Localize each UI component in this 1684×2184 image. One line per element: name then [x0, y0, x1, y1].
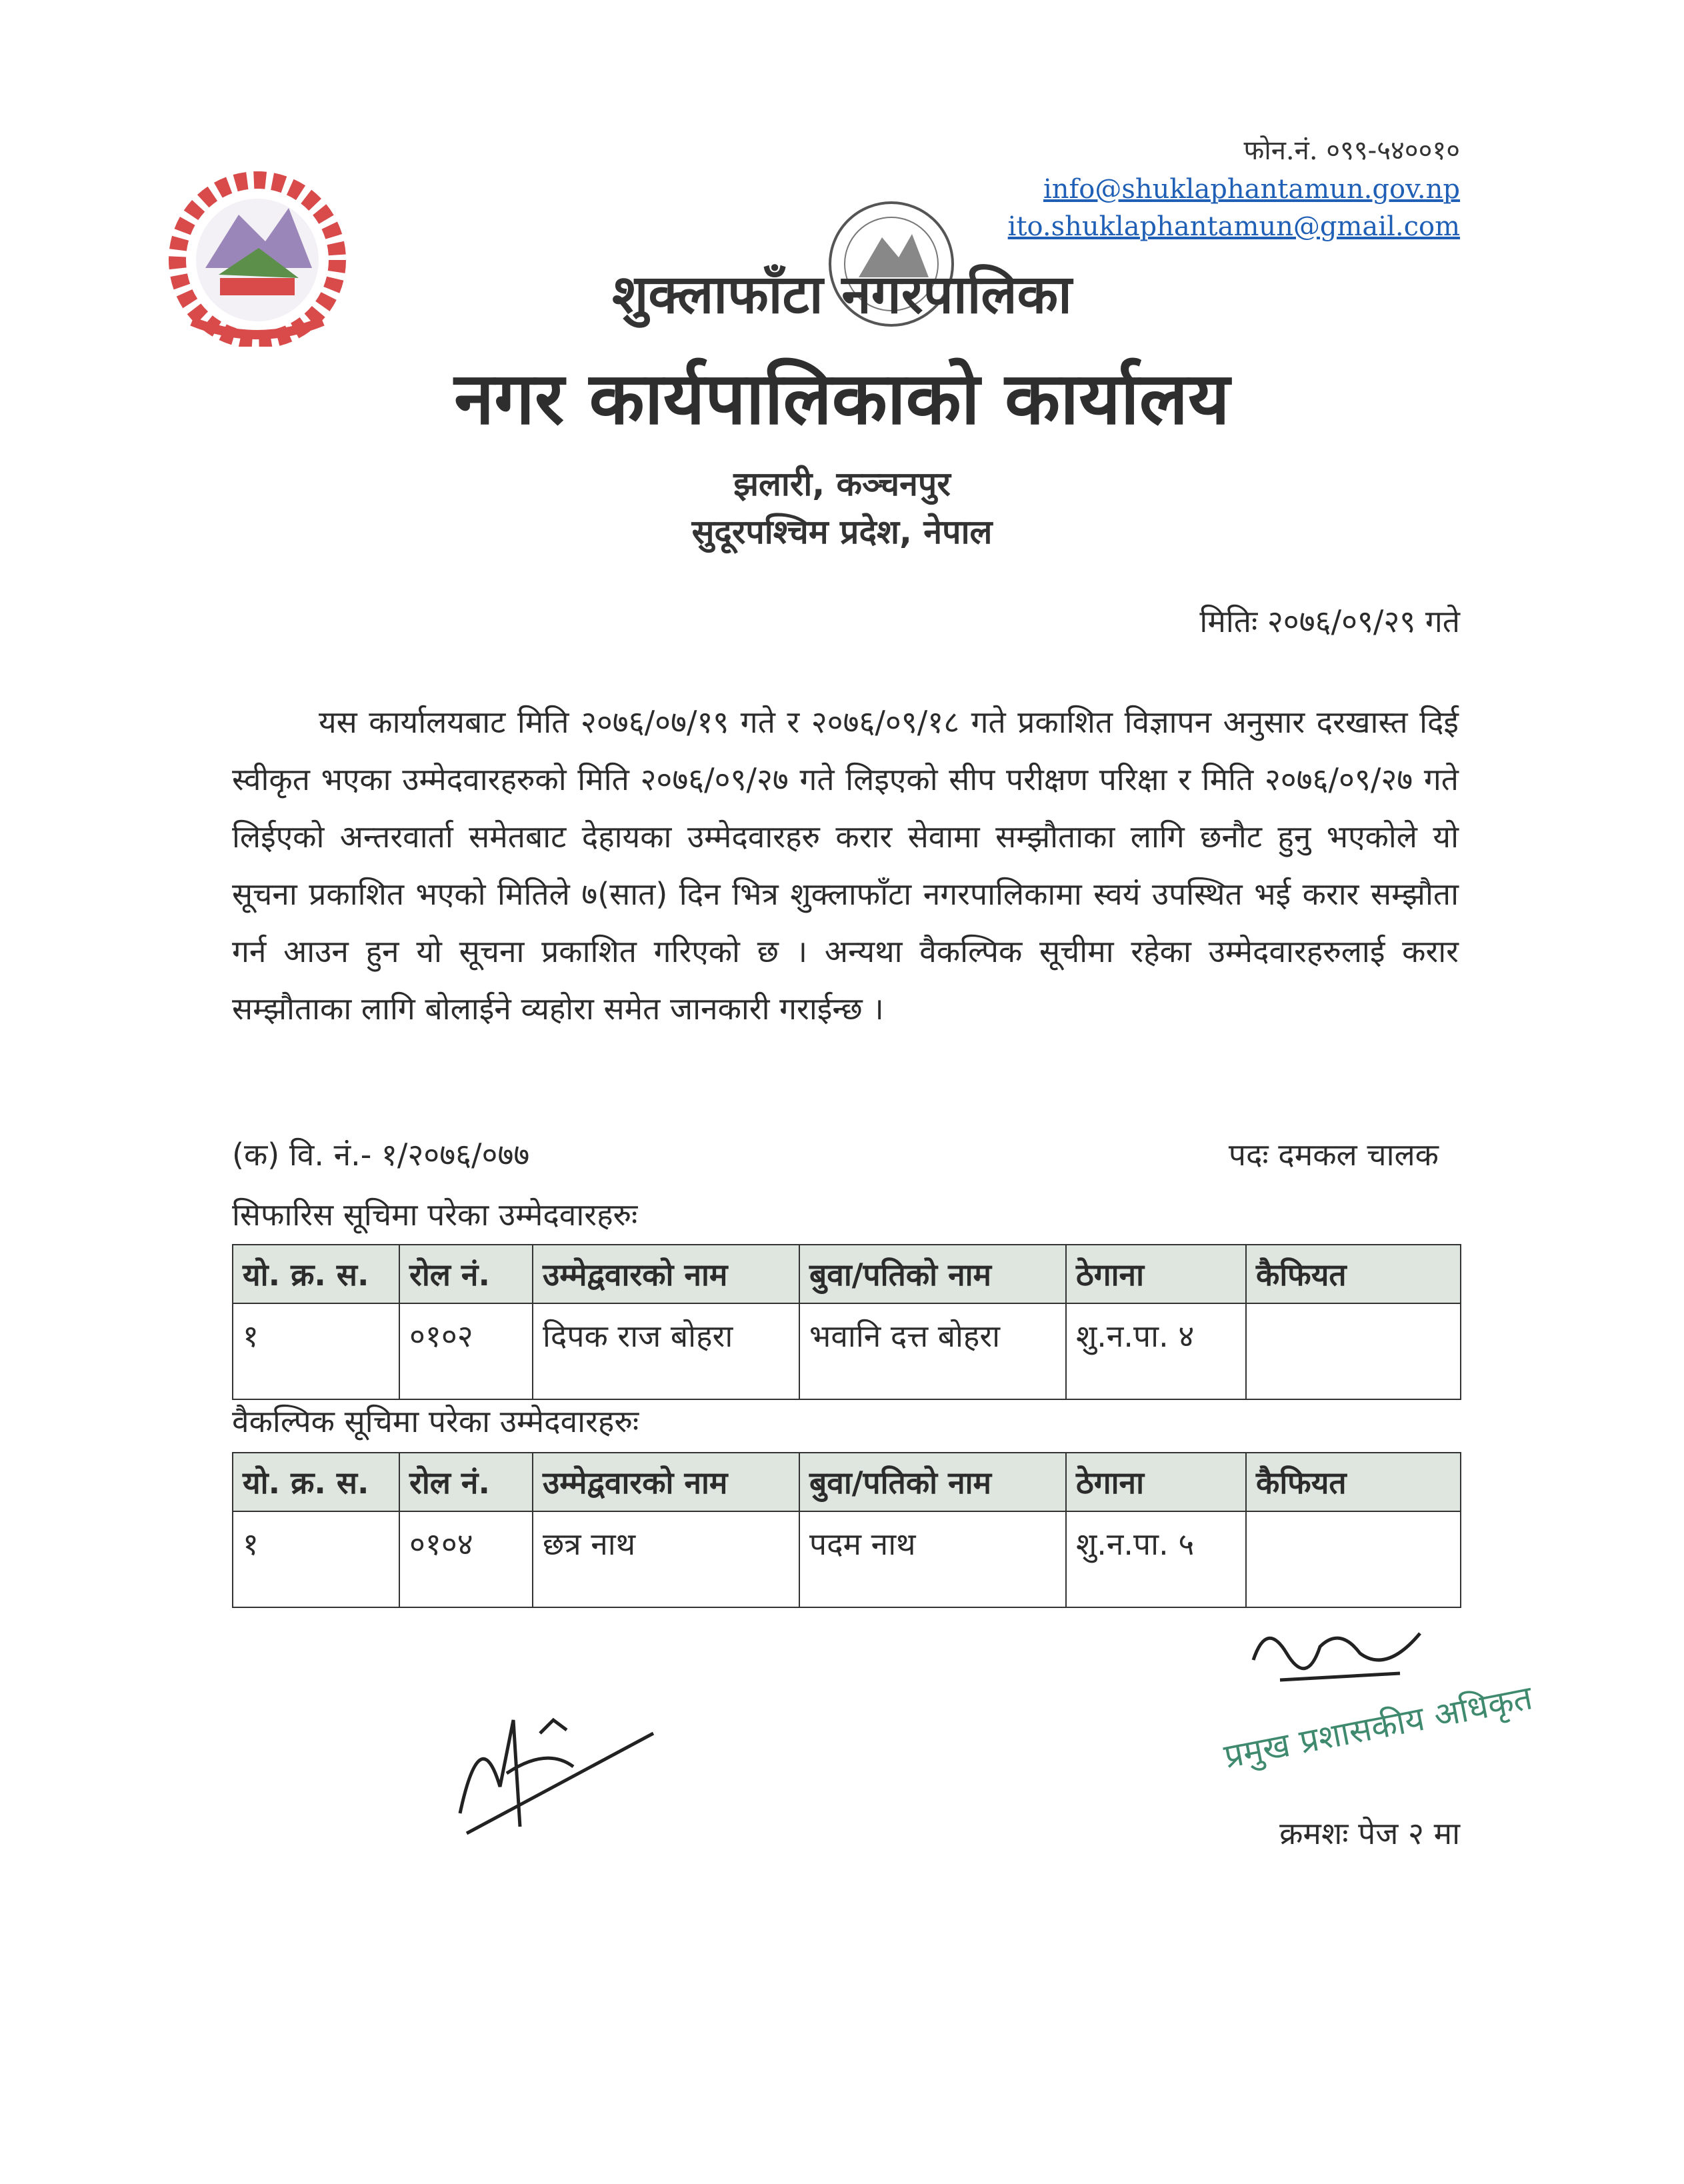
header-roll: रोल नं.: [399, 1245, 533, 1303]
cell-sn: १: [233, 1303, 399, 1399]
notice-body: यस कार्यालयबाट मिति २०७६/०७/१९ गते र २०७६/०९/१८ गते प्रकाशित विज्ञापन अनुसार दरखास्त दिई स्वीकृत भएका उम्मेदवारहरुको मिति २०७६/०९/२७ गते लिइएको सीप परीक्षण परिक्षा र मिति २०७६/०९/२७ गते लिईएको अन्तरवार्ता समेतबाट देहायका उम्मेदवारहरु करार सेवामा सम्झौताका लागि छनौट हुनु भएकोले यो सूचना प्रकाशित भएको मितिले ७(सात) दिन भित्र शुक्लाफाँटा नगरपालिकामा स्वयं उपस्थित भई करार सम्झौता गर्न आउन हुन यो सूचना प्रकाशित गरिएको छ । अन्यथा वैकल्पिक सूचीमा रहेका उम्मेदवारहरुलाई करार सम्झौताका लागि बोलाईने व्यहोरा समेत जानकारी गराईन्छ ।: [232, 704, 1459, 1027]
notice-date: मितिः २०७६/०९/२९ गते: [1199, 603, 1460, 639]
municipality-name: शुक्लाफाँटा नगरपालिका: [612, 263, 1072, 325]
cell-roll: ०१०२: [399, 1303, 533, 1399]
phone-number: फोन.नं. ०९९-५४००१०: [1243, 135, 1460, 166]
office-title: नगर कार्यपालिकाको कार्यालय: [454, 357, 1230, 441]
cell-name: छत्र नाथ: [533, 1511, 799, 1607]
address-line-1: झलारी, कञ्चनपुर: [733, 465, 951, 503]
table-row: [233, 1303, 1461, 1399]
continued-note: क्रमशः पेज २ मा: [1279, 1815, 1460, 1851]
header-parent: बुवा/पतिको नाम: [799, 1453, 1066, 1511]
signatory-stamp: प्रमुख प्रशासकीय अधिकृत: [1221, 1678, 1536, 1776]
header-remarks: कैफियत: [1246, 1453, 1461, 1511]
notice-reference: (क) वि. नं.- १/२०७६/०७७: [232, 1137, 530, 1173]
office-address: [0, 460, 1684, 556]
header-sn: यो. क्र. स.: [233, 1453, 399, 1511]
email-link-ito[interactable]: ito.shuklaphantamun@gmail.com: [1007, 211, 1460, 242]
cell-remarks: [1246, 1303, 1461, 1399]
cell-remarks: [1246, 1511, 1461, 1607]
header-remarks: कैफियत: [1246, 1245, 1461, 1303]
table-header-row: [233, 1245, 1461, 1303]
alternate-table: [232, 1452, 1461, 1608]
cell-roll: ०१०४: [399, 1511, 533, 1607]
header-address: ठेगाना: [1066, 1453, 1246, 1511]
post-title: पदः दमकल चालक: [1228, 1137, 1439, 1173]
recommended-table: [232, 1244, 1461, 1400]
header-roll: रोल नं.: [399, 1453, 533, 1511]
signature-icon: [1240, 1607, 1440, 1707]
email-link-info[interactable]: info@shuklaphantamun.gov.np: [1043, 174, 1460, 205]
table-row: [233, 1511, 1461, 1607]
cell-parent: पदम नाथ: [799, 1511, 1066, 1607]
header-address: ठेगाना: [1066, 1245, 1246, 1303]
header-sn: यो. क्र. स.: [233, 1245, 399, 1303]
address-line-2: सुदूरपश्चिम प्रदेश, नेपाल: [691, 513, 993, 551]
recommended-caption: सिफारिस सूचिमा परेका उम्मेदवारहरुः: [232, 1197, 638, 1233]
cell-address: शु.न.पा. ४: [1066, 1303, 1246, 1399]
cell-name: दिपक राज बोहरा: [533, 1303, 799, 1399]
table-header-row: [233, 1453, 1461, 1511]
header-parent: बुवा/पतिको नाम: [799, 1245, 1066, 1303]
header-name: उम्मेद्ववारको नाम: [533, 1245, 799, 1303]
contact-block: [1008, 131, 1460, 245]
cell-address: शु.न.पा. ५: [1066, 1511, 1246, 1607]
header-name: उम्मेद्ववारको नाम: [533, 1453, 799, 1511]
cell-sn: १: [233, 1511, 399, 1607]
signature-icon: [440, 1680, 667, 1847]
reference-line: [232, 1133, 1439, 1175]
alternate-caption: वैकल्पिक सूचिमा परेका उम्मेदवारहरुः: [232, 1403, 639, 1439]
cell-parent: भवानि दत्त बोहरा: [799, 1303, 1066, 1399]
